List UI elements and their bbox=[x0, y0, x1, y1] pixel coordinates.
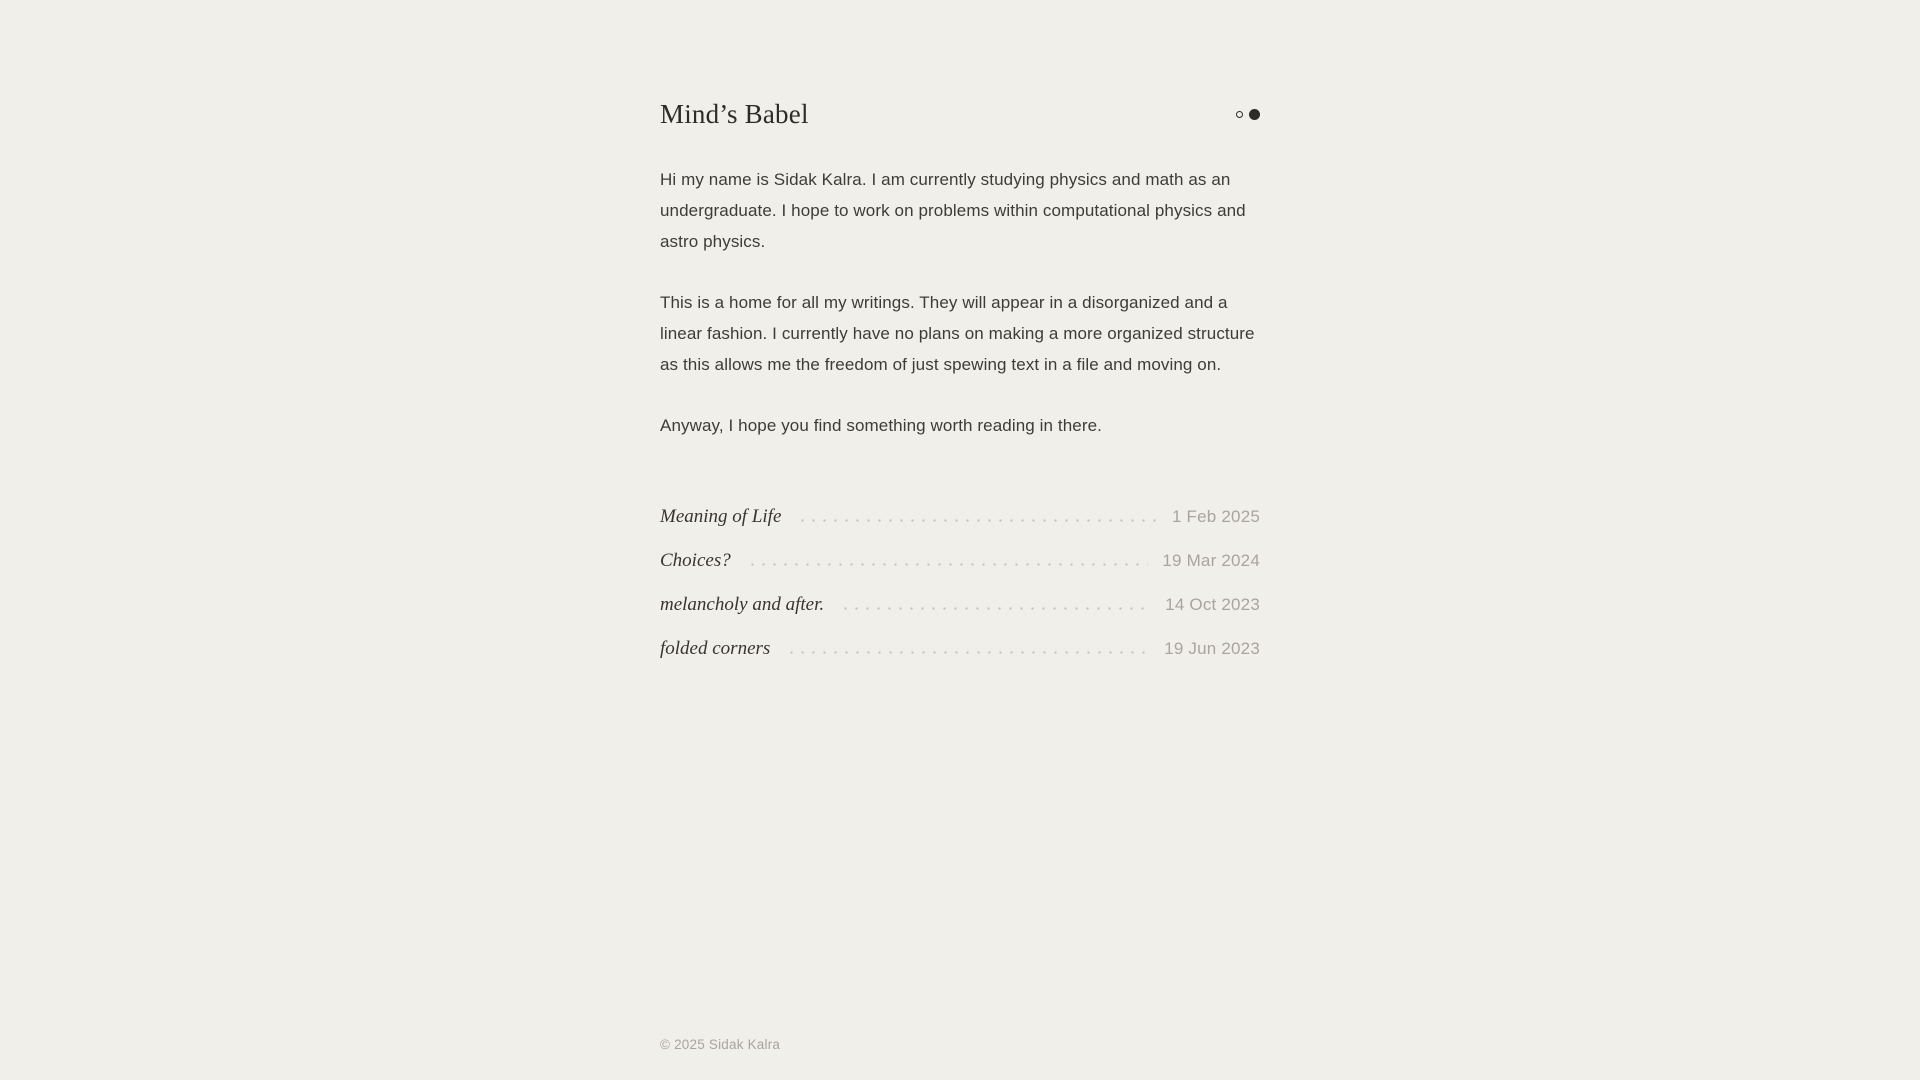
post-date: 19 Mar 2024 bbox=[1162, 551, 1260, 570]
theme-toggle bbox=[1236, 109, 1260, 120]
intro-paragraph: Hi my name is Sidak Kalra. I am currently studying physics and math as an undergraduate. I hope to work on problems within computational physics and astro physics. bbox=[660, 170, 1246, 251]
post-link[interactable] bbox=[660, 635, 1260, 663]
dotted-leader bbox=[747, 563, 1149, 566]
post-title[interactable]: melancholy and after. bbox=[660, 594, 825, 615]
post-date: 19 Jun 2023 bbox=[1164, 639, 1260, 658]
post-title[interactable]: Choices? bbox=[660, 550, 731, 571]
post-date: 14 Oct 2023 bbox=[1165, 595, 1260, 614]
copyright-text: © 2025 Sidak Kalra bbox=[660, 1037, 781, 1052]
intro-section bbox=[660, 164, 1260, 471]
site-title[interactable]: Mind’s Babel bbox=[660, 99, 809, 129]
post-title[interactable]: Meaning of Life bbox=[660, 506, 782, 527]
site-footer bbox=[660, 1036, 1260, 1080]
post-date: 1 Feb 2025 bbox=[1171, 507, 1260, 526]
site-header bbox=[660, 96, 1260, 132]
post-link[interactable] bbox=[660, 547, 1260, 575]
dotted-leader bbox=[786, 651, 1150, 654]
post-title[interactable]: folded corners bbox=[660, 638, 771, 659]
content-column bbox=[660, 0, 1260, 1080]
light-theme-icon[interactable] bbox=[1236, 111, 1243, 118]
post-list bbox=[660, 503, 1260, 679]
dotted-leader bbox=[797, 519, 1158, 522]
dotted-leader bbox=[840, 607, 1151, 610]
post-link[interactable] bbox=[660, 503, 1260, 531]
intro-paragraph: Anyway, I hope you find something worth reading in there. bbox=[660, 416, 1102, 435]
post-link[interactable] bbox=[660, 591, 1260, 619]
dark-theme-icon[interactable] bbox=[1249, 109, 1260, 120]
intro-paragraph: This is a home for all my writings. They will appear in a disorganized and a linear fashion. I currently have no plans on making a more organized structure as this allows me the freedom of just spewing text in a file and moving on. bbox=[660, 293, 1255, 374]
